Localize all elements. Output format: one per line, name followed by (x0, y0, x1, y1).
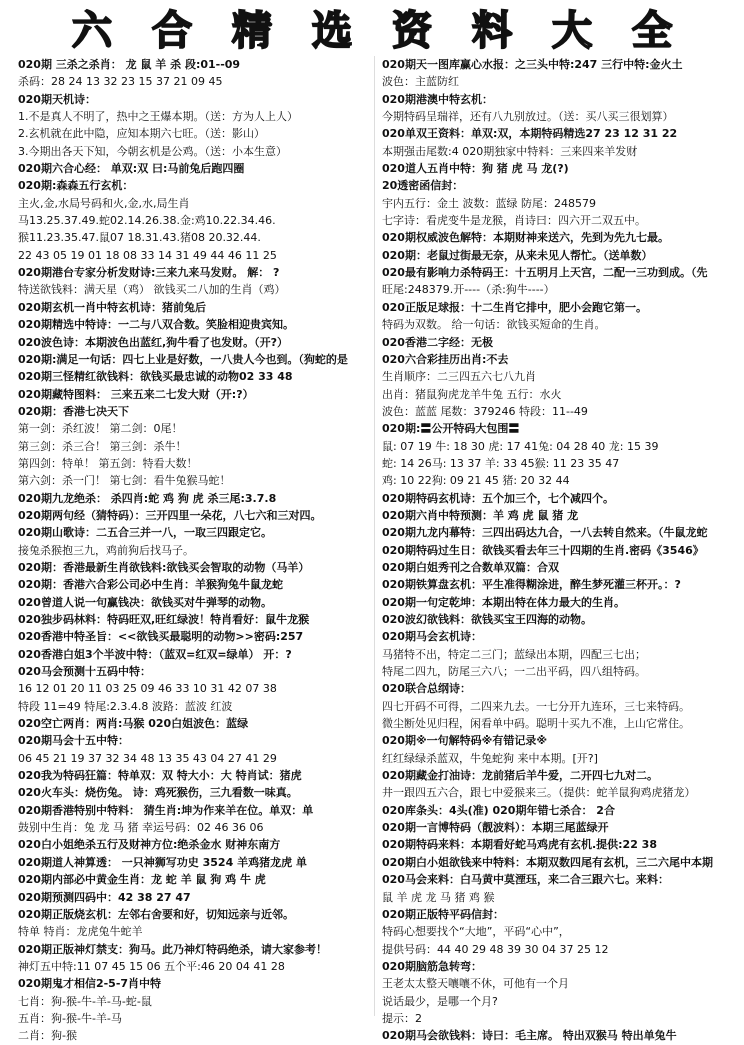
section-heading: 020期鬼才相信2-5-7肖中特 (18, 977, 162, 991)
text-line: 七字诗：看虎变牛是龙猴，肖诗曰：四六开二双五中。 (382, 214, 646, 228)
section-heading: 020联合总纲诗： (382, 682, 471, 696)
title-char: 大 (552, 7, 592, 54)
title-char: 精 (232, 7, 272, 54)
text-line: 马猪特不出，特定二三门；蓝绿出本期，四配三七出； (382, 647, 646, 661)
section-heading: 020期特码玄机诗：五个加三个，七个减四个。 (382, 491, 614, 505)
section-heading: 020期正版神灯禁支：狗马。此乃神灯特码绝杀，请大家参考！ (18, 942, 327, 956)
text-line: 3.今期出各天下知，今朝玄机是公鸡。（送：小本生意） (18, 144, 287, 158)
text-line: 特码为双数。 给一句话：欲钱买短命的生肖。 (382, 318, 606, 332)
title-char: 料 (472, 7, 512, 54)
section-heading: 020马会来料：白马黄中莫湮珏，来二合三跟六七。来料： (382, 873, 669, 887)
section-heading: 020火车头：烧伤兔。 诗：鸡死猴伤，三九看数一味真。 (18, 786, 298, 800)
text-line: 出肖：猪鼠狗虎龙羊牛兔 五行：水火 (382, 387, 562, 401)
section-heading: 020期:森森五行玄机： (18, 179, 134, 193)
section-heading: 020期：香港七决天下 (18, 404, 129, 418)
section-heading: 020空亡两肖：两肖:马猴 020白姐波色：蓝绿 (18, 717, 249, 731)
section-heading: 020期预测四码中：42 38 27 47 (18, 890, 191, 904)
text-line: 宇内五行：金土 波数：蓝绿 防尾：248579 (382, 196, 596, 210)
text-line: 杀码：28 24 13 32 23 15 37 21 09 45 (18, 75, 223, 89)
section-heading: 020期道人神算透： 一只神狮写功史 3524 羊鸡猪龙虎 单 (18, 855, 307, 869)
section-heading: 020期六合心经： 单双:双 曰:马前兔后跑四圈 (18, 162, 245, 176)
section-heading: 020我为特码狂篇：特单双：双 特大小：大 特肖试：猪虎 (18, 769, 302, 783)
text-line: 马13.25.37.49.蛇02.14.26.38.金:鸡10.22.34.46. (18, 214, 276, 228)
section-heading: 020香港白姐3个半波中特：（蓝双=红双=绿单） 开：? (18, 647, 292, 661)
section-heading: 020期白姐秀刊之合数单双篇：合双 (382, 560, 559, 574)
text-line: 鼓别中生肖：兔 龙 马 猪 幸运号码：02 46 36 06 (18, 821, 264, 835)
text-line: 06 45 21 19 37 32 34 48 13 35 43 04 27 41 29 (18, 751, 277, 765)
text-line: 旺尾:248379.开----（杀:狗牛----） (382, 283, 555, 297)
section-heading: 020期正版特平码信封： (382, 907, 504, 921)
section-heading: 020期玄机一肖中特玄机诗：猪前兔后 (18, 300, 206, 314)
text-line: 神灯五中特:11 07 45 15 06 五个平:46 20 04 41 28 (18, 959, 285, 973)
section-heading: 020期一句定乾坤：本期出特在体力最大的生肖。 (382, 595, 625, 609)
section-heading: 020最有影响力杀特码王：十五明月上天宫，二配一三功到成。（先 (382, 266, 708, 280)
section-heading: 020库条头：4头(准) 020期年错七杀合： 2合 (382, 803, 615, 817)
text-line: 第四剑：特单！ 第五剑：特看大数！ (18, 456, 198, 470)
section-heading: 020期脑筋急转弯： (382, 959, 482, 973)
section-heading: 020期：香港最新生肖欲钱料:欲钱买会智取的动物（马羊） (18, 560, 310, 574)
section-heading: 020期马会玄机诗： (382, 630, 482, 644)
section-heading: 020期两句经（猜特码）：三开四里一朵花，八七六和三对四。 (18, 508, 322, 522)
text-line: 红红绿绿杀蓝双，牛兔蛇狗 来中本期。[开?] (382, 751, 598, 765)
section-heading: 020波色诗：本期波色出蓝红,狗牛看了也发财。（开?） (18, 335, 289, 349)
text-line: 生肖顺序：二三四五六七八九肖 (382, 370, 536, 384)
text-line: 王老太太整天嚷嚷不休，可他有一个月 (382, 977, 569, 991)
left-column (18, 56, 378, 1045)
section-heading: 020期六肖中特预测：羊 鸡 虎 鼠 猪 龙 (382, 508, 579, 522)
text-line: 本期强击尾数:4 020期独家中特料：三来四来羊发财 (382, 144, 638, 158)
section-heading: 020期铁算盘玄机：平生准得糊涂进，醉生梦死灌三杯开。：? (382, 578, 681, 592)
text-line: 猴11.23.35.47.鼠07 18.31.43.猪08 20.32.44. (18, 231, 261, 245)
section-heading: 020期港澳中特玄机： (382, 92, 493, 106)
section-heading: 020期特码过生日：欲钱买看去年三十四期的生肖.密码《3546》 (382, 543, 704, 557)
section-heading: 020马会预测十五码中特： (18, 665, 151, 679)
section-heading: 020期精选中特诗：一二与八双合数。笑脸相迎贵宾知。 (18, 318, 294, 332)
section-heading: 020期天机诗： (18, 92, 96, 106)
section-heading: 020期马会十五中特： (18, 734, 129, 748)
text-line: 波色：主蓝防红 (382, 75, 459, 89)
section-heading: 020期藏金打油诗：龙前猪后羊牛爱，二开四七九对二。 (382, 769, 658, 783)
section-heading: 020期一言博特码（靓波料）：本期三尾蓝绿开 (382, 821, 609, 835)
text-line: 主火,金,水局号码和火,金,水,局生肖 (18, 196, 190, 210)
text-line: 鸡: 10 22狗: 09 21 45 猪: 20 32 44 (382, 474, 570, 488)
section-heading: 020期正版烧玄机：左邻右舍要和好，切知远亲与近邻。 (18, 907, 294, 921)
text-line: 井一跟四五六合，跟七中爱猴来三。（提供：蛇羊鼠狗鸡虎猪龙） (382, 786, 696, 800)
title-char: 资 (392, 7, 432, 54)
section-heading: 20透密函信封： (382, 179, 464, 193)
text-line: 四七开码不可得，二四来九去。一七分开九连环，三七来特码。 (382, 699, 690, 713)
text-line: 说话最少，是哪一个月? (382, 994, 498, 1008)
text-line: 七肖：狗-猴-牛-羊-马-蛇-鼠 (18, 994, 152, 1008)
section-heading: 020道人五肖中特：狗 猪 虎 马 龙(?) (382, 162, 569, 176)
text-line: 二肖：狗-猴 (18, 1029, 77, 1043)
text-line: 第一剑：杀红波！ 第二剑：0尾！ (18, 422, 183, 436)
text-line: 特段 11=49 特尾:2.3.4.8 波路：蓝波 红波 (18, 699, 233, 713)
section-heading: 020期九龙内幕特：三四出码达九合，一八去转自然来。（牛鼠龙蛇 (382, 526, 708, 540)
text-line: 接兔杀猴抱三九，鸡前狗后找马子。 (18, 543, 194, 557)
section-heading: 020单双王资料：单双:双，本期特码精选27 23 12 31 22 (382, 127, 678, 141)
section-heading: 020期白小姐欲钱来中特料：本期双数四尾有玄机，三二六尾中本期 (382, 855, 713, 869)
right-column (382, 56, 742, 1045)
section-heading: 020独步码林料：特码旺双,旺红绿波！特肖看好：鼠牛龙猴 (18, 613, 310, 626)
section-heading: 020期特码来料：本期看好蛇马鸡虎有玄机.提供:22 38 (382, 838, 657, 852)
text-line: 特送欲钱料：满天星（鸡） 欲钱买二八加的生肖（鸡） (18, 283, 286, 297)
section-heading: 020白小姐绝杀五行及财神方位:绝杀金水 财神东南方 (18, 838, 281, 852)
section-heading: 020期内部必中黄金生肖：龙 蛇 羊 鼠 狗 鸡 牛 虎 (18, 873, 266, 887)
section-heading: 020期※一句解特码※有错记录※ (382, 734, 548, 748)
section-heading: 020正版足球报：十二生肖它排中，肥小会跑它第一。 (382, 300, 647, 314)
section-heading: 020期：香港六合彩公司必中生肖：羊猴狗兔牛鼠龙蛇 (18, 578, 283, 592)
section-heading: 020曾道人说一句赢钱决：欲钱买对牛弹琴的动物。 (18, 595, 272, 609)
section-heading: 020期香港特别中特料： 猜生肖:坤为作来羊在位。单双：单 (18, 803, 314, 817)
text-line: 蛇: 14 26马: 13 37 羊: 33 45猴: 11 23 35 47 (382, 456, 620, 470)
title-char: 六 (72, 7, 112, 54)
text-line: 特码心想要找个“大地”，平码“心中”， (382, 925, 570, 939)
text-line: 今期特码呈瑞祥，还有八九别放过。（送：买八买三很划算） (382, 110, 674, 124)
section-heading: 020期九龙绝杀： 杀四肖:蛇 鸡 狗 虎 杀三尾:3.7.8 (18, 491, 277, 505)
section-heading: 020香港中特圣旨：<<欲钱买最聪明的动物>>密码:257 (18, 630, 304, 644)
text-line: 提示：2 (382, 1011, 422, 1025)
text-line: 微尘断处见归程，闲看单中码。聪明十买九不准，上山它常住。 (382, 717, 690, 731)
text-line: 第三剑：杀三合！ 第三剑：杀牛！ (18, 439, 187, 453)
title-char: 全 (632, 7, 672, 54)
section-heading: 020期:〓公开特码大包围〓 (382, 422, 520, 436)
text-line: 五肖：狗-猴-牛-羊-马 (18, 1011, 122, 1025)
text-line: 特单 特肖：龙虎兔牛蛇羊 (18, 925, 143, 939)
section-heading: 020期:满足一句话：四七上业是好数，一八贵人今也到。（狗蛇的是 (18, 352, 348, 366)
text-line: 2.玄机就在此中隐，应知本期六七旺。（送：影山） (18, 127, 265, 141)
section-heading: 020期权威波色解特：本期财神来送六，先到为先九七最。 (382, 231, 669, 245)
section-heading: 020期港台专家分析发财诗:三来九来马发财。 解： ? (18, 266, 280, 280)
section-heading: 020期天一图库赢心水报：之三头中特:247 三行中特:金火土 (382, 58, 683, 71)
page-title (0, 0, 744, 54)
section-heading: 020期三怪精红欲钱料：欲钱买最忠诚的动物02 33 48 (18, 370, 293, 384)
text-line: 第六剑：杀一门！ 第七剑：看牛兔猴马蛇！ (18, 474, 231, 488)
title-char: 合 (152, 7, 192, 54)
text-line: 1.不是真人不明了，热中之王爆本期。（送：方为人上人） (18, 110, 298, 124)
text-line: 波色：蓝蓝 尾数：379246 特段：11--49 (382, 404, 588, 418)
text-line: 提供号码：44 40 29 48 39 30 04 37 25 12 (382, 942, 609, 956)
text-line: 16 12 01 20 11 03 25 09 46 33 10 31 42 07 38 (18, 682, 277, 696)
section-heading: 020六合彩挂历出肖:不去 (382, 352, 509, 366)
title-char: 选 (312, 7, 352, 54)
section-heading: 020期藏特图料： 三来五来二七发大财（开:?） (18, 387, 254, 401)
text-line: 22 43 05 19 01 18 08 33 14 31 49 44 46 11 25 (18, 248, 277, 262)
section-heading: 020期马会欲钱料：诗曰：毛主席。 特出双猴马 特出单兔牛 (382, 1029, 677, 1043)
section-heading: 020期：老鼠过街最无奈，从来未见人帮忙。（送单数） (382, 248, 653, 262)
text-line: 鼠 羊 虎 龙 马 猪 鸡 猴 (382, 890, 495, 904)
section-heading: 020香港二字经：无极 (382, 335, 493, 349)
section-heading: 020期 三杀之杀肖： 龙 鼠 羊 杀 段:01--09 (18, 58, 241, 71)
text-line: 特尾二四九，防尾三六八；一二出平码，四八组特码。 (382, 665, 646, 679)
section-heading: 020波幻欲钱料：欲钱买宝王四海的动物。 (382, 613, 592, 626)
section-heading: 020期山歌诗：二五合三并一八，一取三四跟定它。 (18, 526, 272, 540)
text-line: 鼠: 07 19 牛: 18 30 虎: 17 41兔: 04 28 40 龙: 15 39 (382, 439, 659, 453)
